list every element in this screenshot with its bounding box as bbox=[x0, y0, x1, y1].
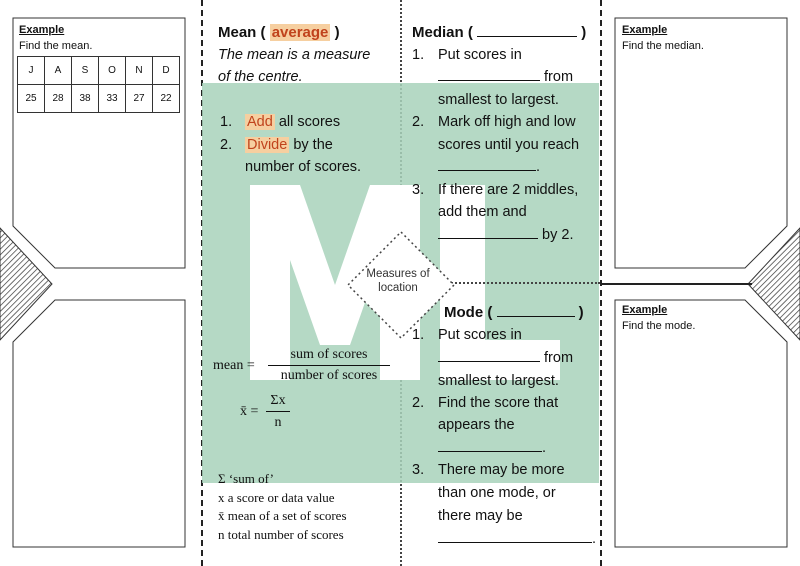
example-mean-instruction: Find the mean. bbox=[19, 40, 93, 52]
mean-description-line2: of the centre. bbox=[218, 69, 303, 85]
mode-step2-period: . bbox=[542, 440, 547, 456]
mode-step3-period: . bbox=[592, 531, 597, 547]
mode-heading-start: Mode ( bbox=[444, 304, 493, 321]
mean-heading-highlight: average bbox=[271, 24, 329, 41]
mode-step1-line2 bbox=[438, 347, 573, 370]
xbar-formula-lhs: x̄ = bbox=[240, 404, 259, 419]
mean-formula-denominator: number of scores bbox=[268, 365, 390, 386]
mean-step1-highlight: Add bbox=[247, 114, 273, 130]
mean-description-line1: The mean is a measure bbox=[218, 47, 371, 63]
median-heading-start: Median ( bbox=[412, 24, 473, 41]
median-heading-blank bbox=[477, 23, 577, 37]
mode-heading-end: ) bbox=[578, 304, 584, 321]
center-label-line1: Measures of bbox=[366, 268, 430, 280]
glossary-x: x a score or data value bbox=[218, 489, 335, 505]
mean-step2-line2: number of scores. bbox=[245, 159, 362, 175]
mode-step2-line3 bbox=[438, 437, 546, 460]
mean-formula-fraction bbox=[268, 345, 390, 386]
example-median-instruction: Find the median. bbox=[622, 40, 704, 52]
mode-step2-blank bbox=[438, 438, 542, 452]
mode-heading bbox=[444, 302, 584, 325]
median-step1-line1: Put scores in bbox=[438, 47, 522, 63]
median-step2-blank bbox=[438, 157, 536, 171]
example-mean-table bbox=[17, 56, 180, 113]
mode-step1-from: from bbox=[544, 350, 574, 366]
median-step3-number: 3. bbox=[412, 182, 425, 198]
glossary-xbar: x̄ mean of a set of scores bbox=[218, 508, 347, 523]
table-cell: 22 bbox=[153, 85, 180, 113]
table-header-cell: O bbox=[99, 57, 126, 85]
median-step2-number: 2. bbox=[412, 114, 425, 130]
table-cell: 38 bbox=[72, 85, 99, 113]
mean-step1 bbox=[245, 111, 340, 134]
table-cell: 33 bbox=[99, 85, 126, 113]
table-header-cell: N bbox=[126, 57, 153, 85]
median-heading-end: ) bbox=[581, 24, 587, 41]
median-step3-by2: by 2. bbox=[542, 227, 574, 243]
table-cell: 25 bbox=[18, 85, 45, 113]
median-step3-line3 bbox=[438, 224, 573, 247]
example-mode-title: Example bbox=[622, 304, 668, 316]
median-step2-line2: scores until you reach bbox=[438, 137, 580, 153]
mean-step1-number: 1. bbox=[220, 114, 233, 130]
mean-heading-start: Mean ( bbox=[218, 24, 266, 41]
median-step1-line3: smallest to largest. bbox=[438, 92, 559, 108]
mean-step2-highlight: Divide bbox=[247, 137, 288, 153]
mode-step3-line3: there may be bbox=[438, 508, 523, 524]
glossary-sum: Σ ‘sum of’ bbox=[218, 471, 274, 486]
mode-step2-line2: appears the bbox=[438, 417, 515, 433]
mode-step2-number: 2. bbox=[412, 395, 425, 411]
mode-step3-line1: There may be more bbox=[438, 462, 565, 478]
symbol-glossary bbox=[218, 470, 347, 544]
divider-right-boxes bbox=[600, 283, 752, 285]
center-label-line2: location bbox=[378, 282, 418, 294]
mean-formula-numerator: sum of scores bbox=[290, 347, 368, 362]
mode-step3-line2: than one mode, or bbox=[438, 485, 556, 501]
table-cell: 27 bbox=[126, 85, 153, 113]
median-step3-line2: add them and bbox=[438, 204, 527, 220]
table-header-cell: S bbox=[72, 57, 99, 85]
xbar-formula-denominator: n bbox=[266, 411, 290, 433]
glossary-n: n total number of scores bbox=[218, 526, 344, 542]
median-step2-line1: Mark off high and low bbox=[438, 114, 576, 130]
mean-step2-rest: by the bbox=[289, 137, 333, 153]
mean-step2 bbox=[245, 134, 333, 157]
mean-step1-rest: all scores bbox=[274, 114, 341, 130]
median-step2-period: . bbox=[536, 159, 541, 175]
mean-heading-end: ) bbox=[334, 24, 340, 41]
table-row bbox=[18, 85, 180, 113]
example-mode-instruction: Find the mode. bbox=[622, 320, 696, 332]
mode-step1-line1: Put scores in bbox=[438, 327, 522, 343]
xbar-formula-numerator: Σx bbox=[270, 393, 286, 408]
mean-step2-number: 2. bbox=[220, 137, 233, 153]
median-step3-line1: If there are 2 middles, bbox=[438, 182, 579, 198]
median-step1-number: 1. bbox=[412, 47, 425, 63]
median-heading bbox=[412, 22, 586, 45]
median-step1-from: from bbox=[544, 69, 574, 85]
median-step3-blank bbox=[438, 225, 538, 239]
mode-step3-line4 bbox=[438, 528, 596, 551]
table-header-cell: J bbox=[18, 57, 45, 85]
median-step2-line3 bbox=[438, 156, 540, 179]
xbar-formula-fraction bbox=[266, 390, 290, 433]
mode-step3-number: 3. bbox=[412, 462, 425, 478]
mode-step1-number: 1. bbox=[412, 327, 425, 343]
mode-heading-blank bbox=[497, 303, 575, 317]
table-header-cell: A bbox=[45, 57, 72, 85]
mean-formula-lhs: mean = bbox=[213, 358, 255, 373]
median-step1-blank bbox=[438, 67, 540, 81]
mode-step3-blank bbox=[438, 529, 592, 543]
example-median-title: Example bbox=[622, 24, 668, 36]
table-header-cell: D bbox=[153, 57, 180, 85]
measures-of-location-label bbox=[356, 267, 440, 295]
mean-heading bbox=[218, 22, 340, 45]
mode-step1-blank bbox=[438, 348, 540, 362]
table-row bbox=[18, 57, 180, 85]
mode-step2-line1: Find the score that bbox=[438, 395, 559, 411]
mode-step1-line3: smallest to largest. bbox=[438, 373, 559, 389]
example-mean-title: Example bbox=[19, 24, 65, 36]
median-step1-line2 bbox=[438, 66, 573, 89]
table-cell: 28 bbox=[45, 85, 72, 113]
